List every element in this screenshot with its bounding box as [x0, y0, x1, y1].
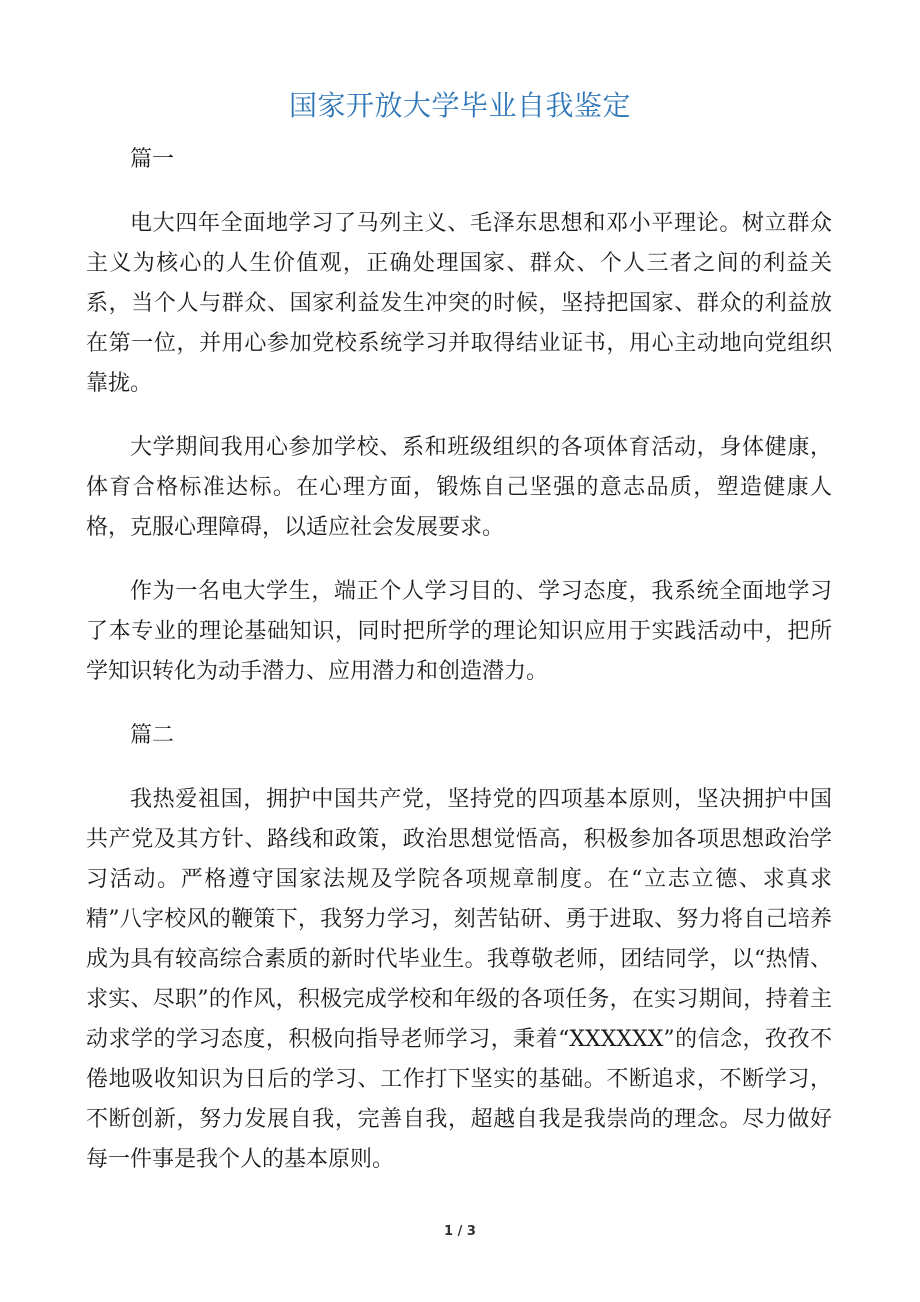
paragraph: 作为一名电大学生，端正个人学习目的、学习态度，我系统全面地学习了本专业的理论基础知识，同时把所学的理论知识应用于实践活动中，把所学知识转化为动手潜力、应用潜力和创造潜力。 [86, 579, 832, 684]
paragraph: 电大四年全面地学习了马列主义、毛泽东思想和邓小平理论。树立群众主义为核心的人生价值观，正确处理国家、群众、个人三者之间的利益关系，当个人与群众、国家利益发生冲突的时候，坚持把国家、群众的利益放在第一位，并用心参加党校系统学习并取得结业证书，用心主动地向党组织靠拢。 [86, 211, 832, 396]
page-number: 1 / 3 [444, 1224, 476, 1239]
paragraph: 我热爱祖国，拥护中国共产党，坚持党的四项基本原则，坚决拥护中国共产党及其方针、路线和政策，政治思想觉悟高，积极参加各项思想政治学习活动。严格遵守国家法规及学院各项规章制度。在“立志立德、求真求精”八字校风的鞭策下，我努力学习，刻苦钻研、勇于进取、努力将自己培养成为具有较高综合素质的新时代毕业生。我尊敬老师，团结同学，以“热情、求实、尽职”的作风，积极完成学校和年级的各项任务，在实习期间，持着主动求学的学习态度，积极向指导老师学习，秉着“XXXXXX”的信念，孜孜不倦地吸收知识为日后的学习、工作打下坚实的基础。不断追求，不断学习，不断创新，努力发展自我，完善自我，超越自我是我崇尚的理念。尽力做好每一件事是我个人的基本原则。 [86, 787, 832, 1172]
document-body [86, 140, 832, 1204]
section-label-1: 篇一 [130, 147, 175, 172]
paragraph: 大学期间我用心参加学校、系和班级组织的各项体育活动，身体健康，体育合格标准达标。在心理方面，锻炼自己坚强的意志品质，塑造健康人格，克服心理障碍，以适应社会发展要求。 [86, 435, 832, 540]
document-title: 国家开放大学毕业自我鉴定 [288, 89, 631, 122]
section-label-2: 篇二 [130, 723, 175, 748]
